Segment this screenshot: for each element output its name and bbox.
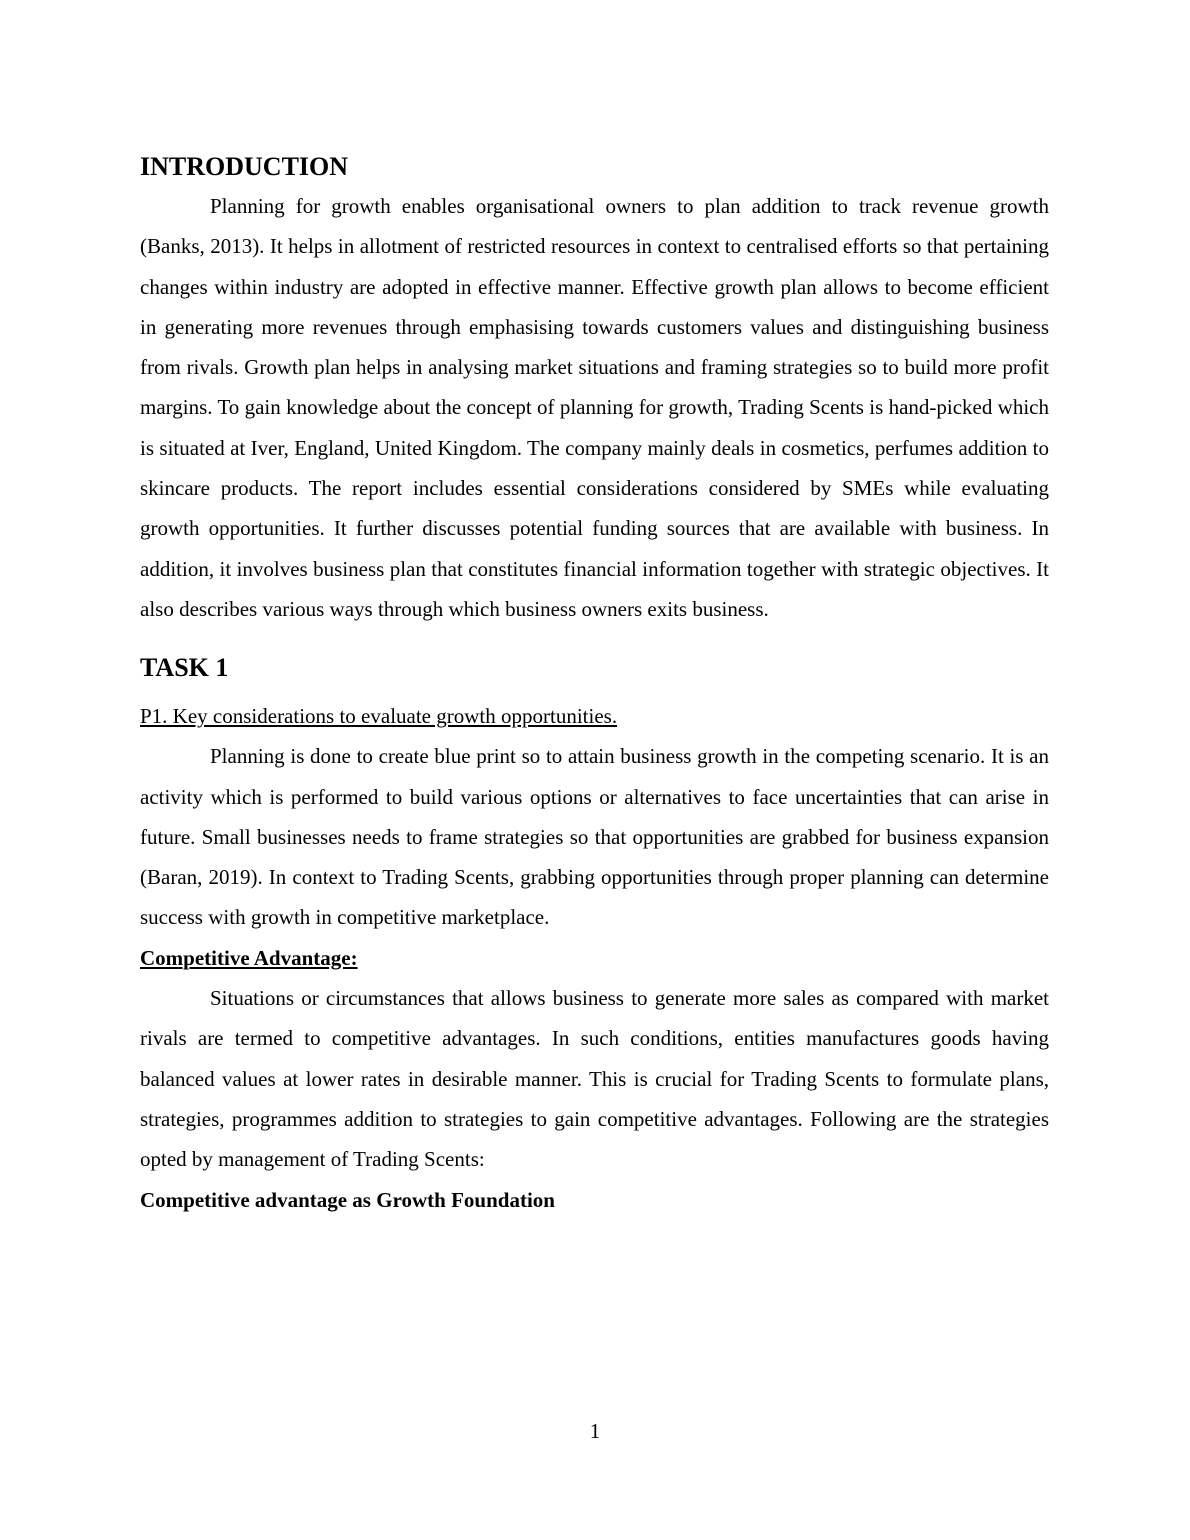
growth-foundation-subheading: Competitive advantage as Growth Foundation (140, 1187, 555, 1212)
task1-subtitle: P1. Key considerations to evaluate growth opportunities. (140, 704, 618, 729)
competitive-advantage-paragraph: Situations or circumstances that allows business to generate more sales as compared with market rivals are termed to competitive advantages. In such conditions, entities manufactures goods having balanced values at lower rates in desirable manner. This is crucial for Trading Scents to formulate plans, strategies, programmes addition to strategies to gain competitive advantages. Following are the strategies opted by management of Trading Scents: (140, 986, 1049, 1172)
introduction-paragraph: Planning for growth enables organisational owners to plan addition to track revenue growth (Banks, 2013). It helps in allotment of restricted resources in context to centralised efforts so that pertaining changes within industry are adopted in effective manner. Effective growth plan allows to become efficient in generating more revenues through emphasising towards customers values and distinguishing business from rivals. Growth plan helps in analysing market situations and framing strategies so to build more profit margins. To gain knowledge about the concept of planning for growth, Trading Scents is hand-picked which is situated at Iver, England, United Kingdom. The company mainly deals in cosmetics, perfumes addition to skincare products. The report includes essential considerations considered by SMEs while evaluating growth opportunities. It further discusses potential funding sources that are available with business. In addition, it involves business plan that constitutes financial information together with strategic objectives. It also describes various ways through which business owners exits business. (140, 194, 1049, 621)
page-number: 1 (589, 1419, 601, 1443)
task1-paragraph: Planning is done to create blue print so to attain business growth in the competing scenario. It is an activity which is performed to build various options or alternatives to face uncertainties that can arise in future. Small businesses needs to frame strategies so that opportunities are grabbed for business expansion (Baran, 2019). In context to Trading Scents, grabbing opportunities through proper planning can determine success with growth in competitive marketplace. (140, 744, 1049, 930)
introduction-heading: INTRODUCTION (140, 152, 349, 181)
task1-heading: TASK 1 (140, 653, 229, 683)
competitive-advantage-heading: Competitive Advantage: (140, 945, 358, 970)
page-content (140, 150, 1049, 1220)
